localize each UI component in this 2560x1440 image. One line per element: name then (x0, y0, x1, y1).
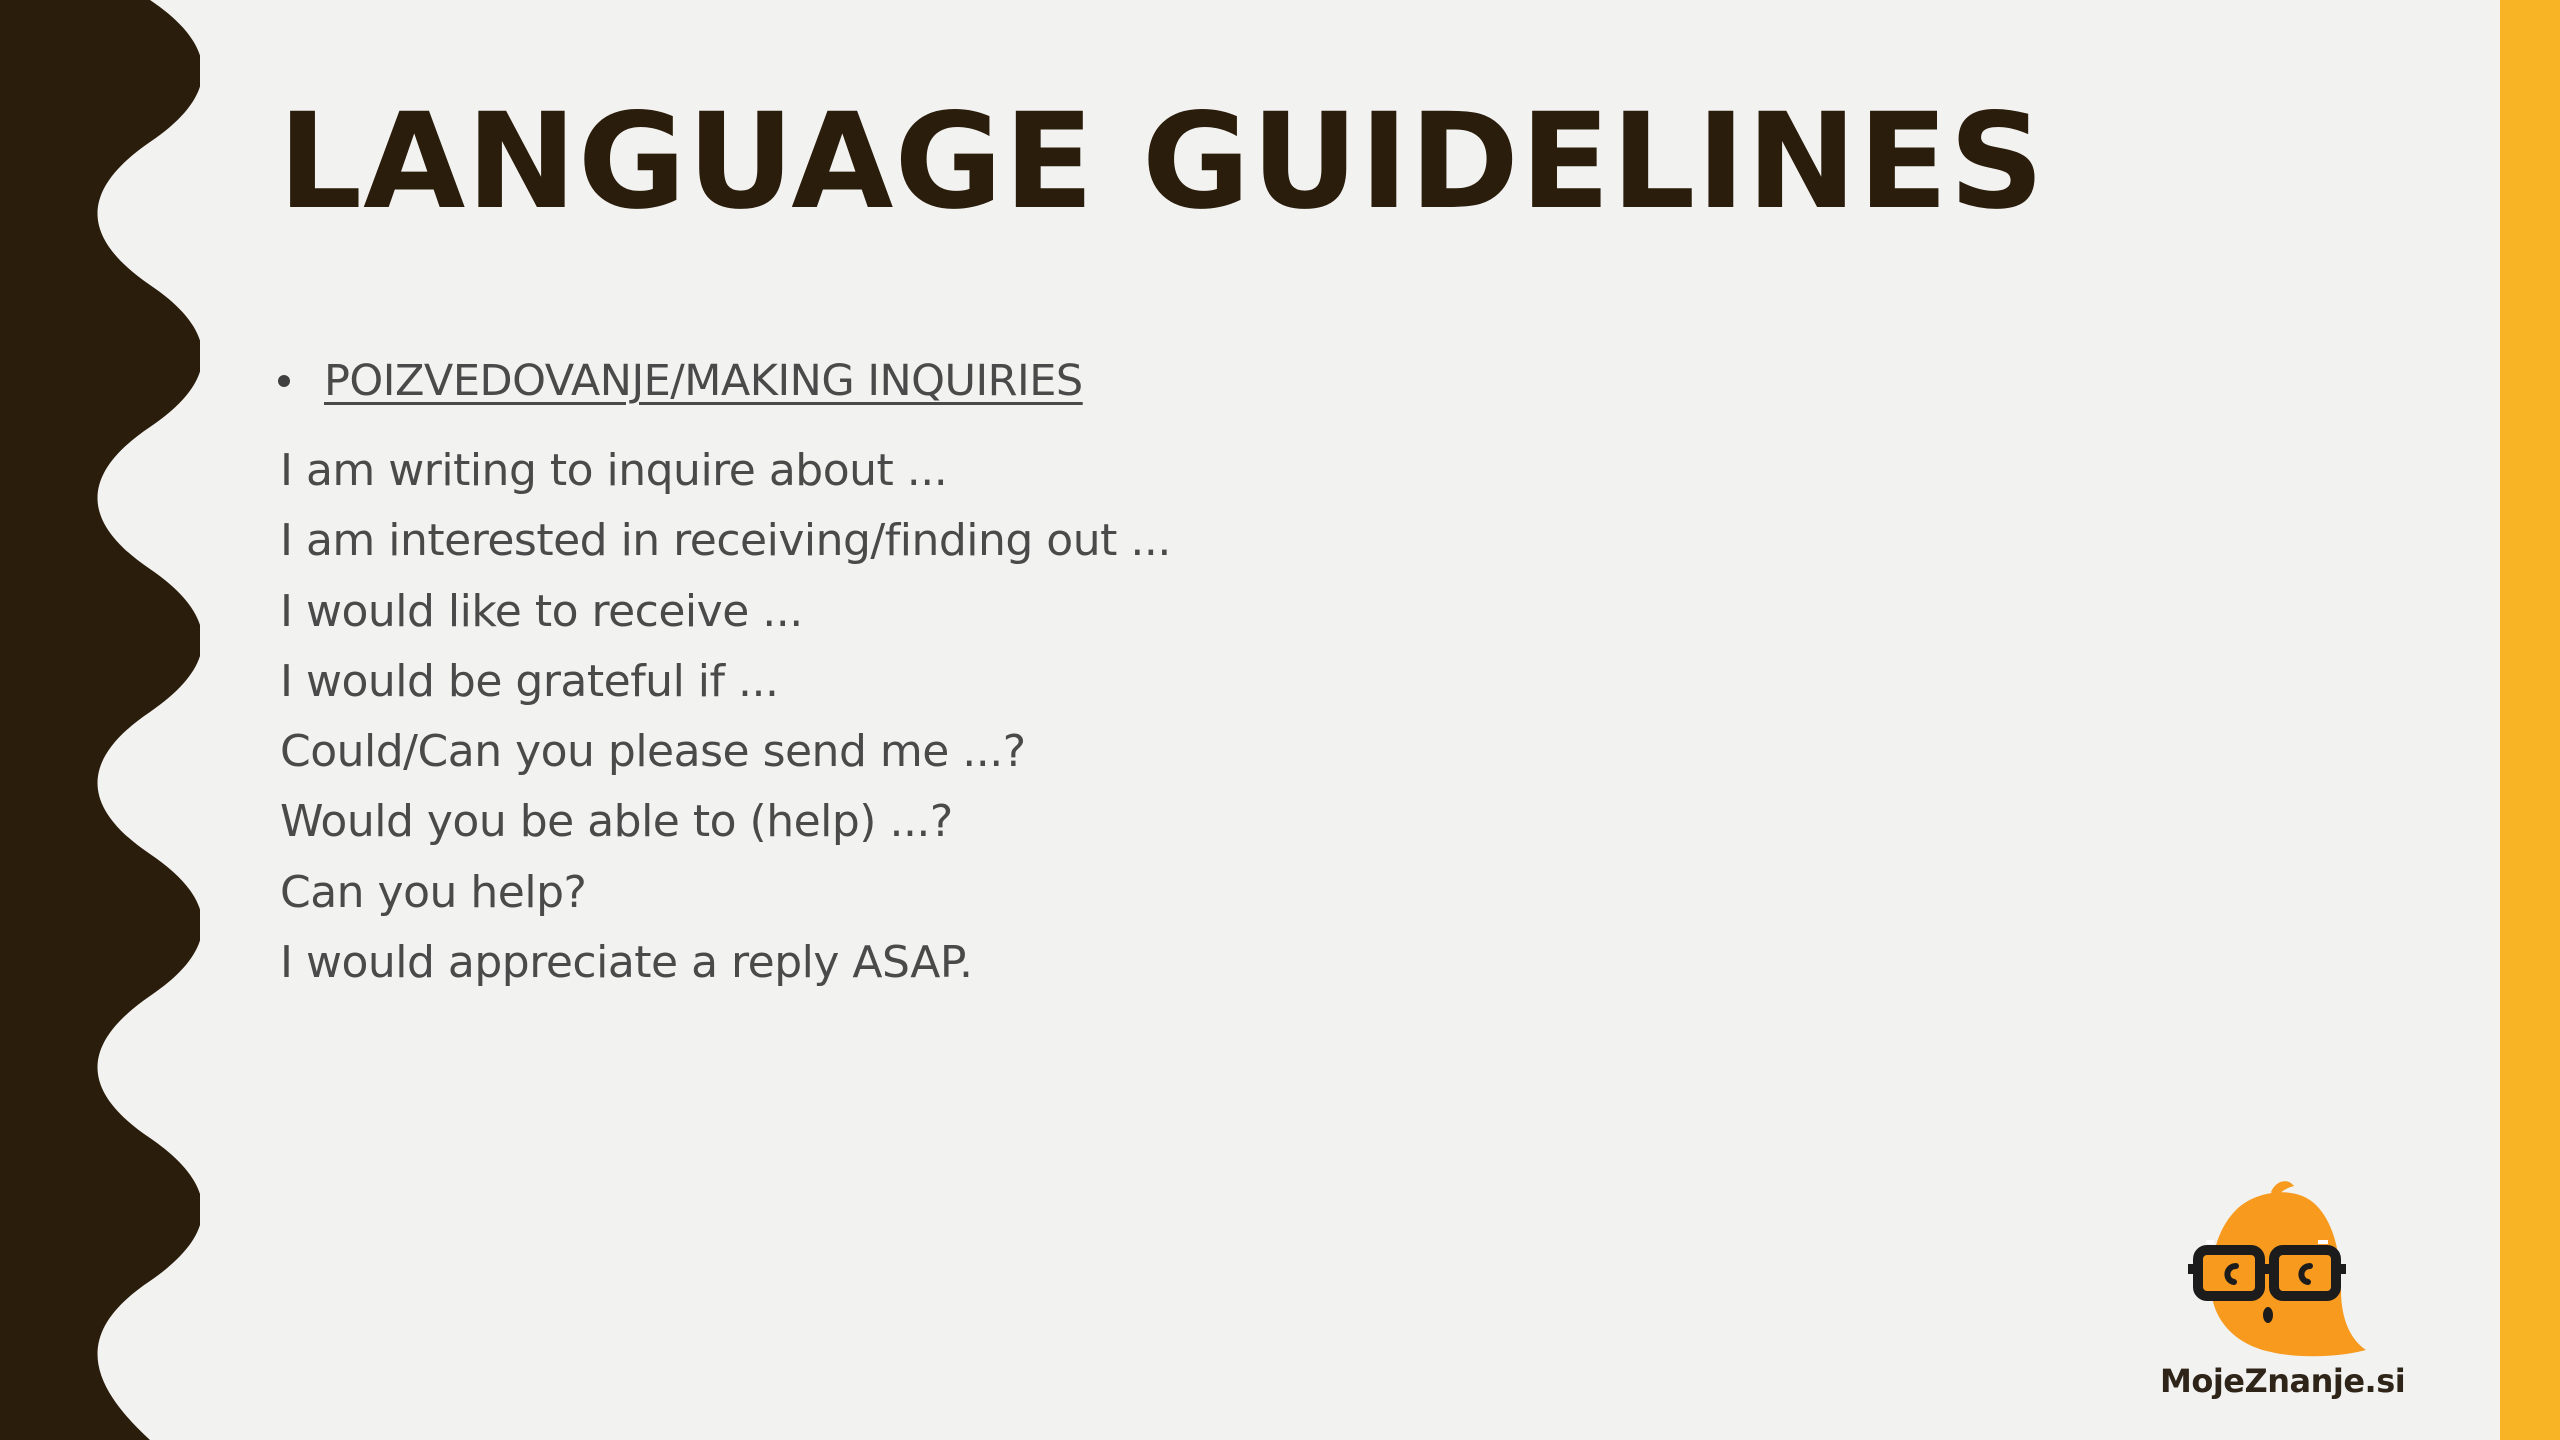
right-accent-band (2500, 0, 2560, 1440)
phrase-item: Could/Can you please send me ...? (280, 726, 1026, 778)
phrase-list (280, 436, 1171, 998)
phrase-item: I would like to receive ... (280, 585, 803, 637)
section-heading: POIZVEDOVANJE/MAKING INQUIRIES (324, 356, 1083, 406)
phrase-item: I would be grateful if ... (280, 655, 779, 707)
left-wave-band (0, 0, 200, 1440)
owl-with-glasses-icon (2176, 1180, 2366, 1370)
logo-text: MojeZnanje.si (2160, 1362, 2406, 1400)
bullet-icon (278, 375, 290, 387)
phrase-item: Would you be able to (help) ...? (280, 796, 953, 848)
phrase-item: Can you help? (280, 866, 587, 918)
section-heading-row (278, 345, 1083, 417)
phrase-item: I would appreciate a reply ASAP. (280, 937, 973, 989)
phrase-item: I am writing to inquire about ... (280, 445, 948, 496)
slide-title: LANGUAGE GUIDELINES (278, 85, 2046, 239)
phrase-item: I am interested in receiving/finding out ... (280, 515, 1171, 567)
mojeznanje-logo (2160, 1180, 2406, 1420)
